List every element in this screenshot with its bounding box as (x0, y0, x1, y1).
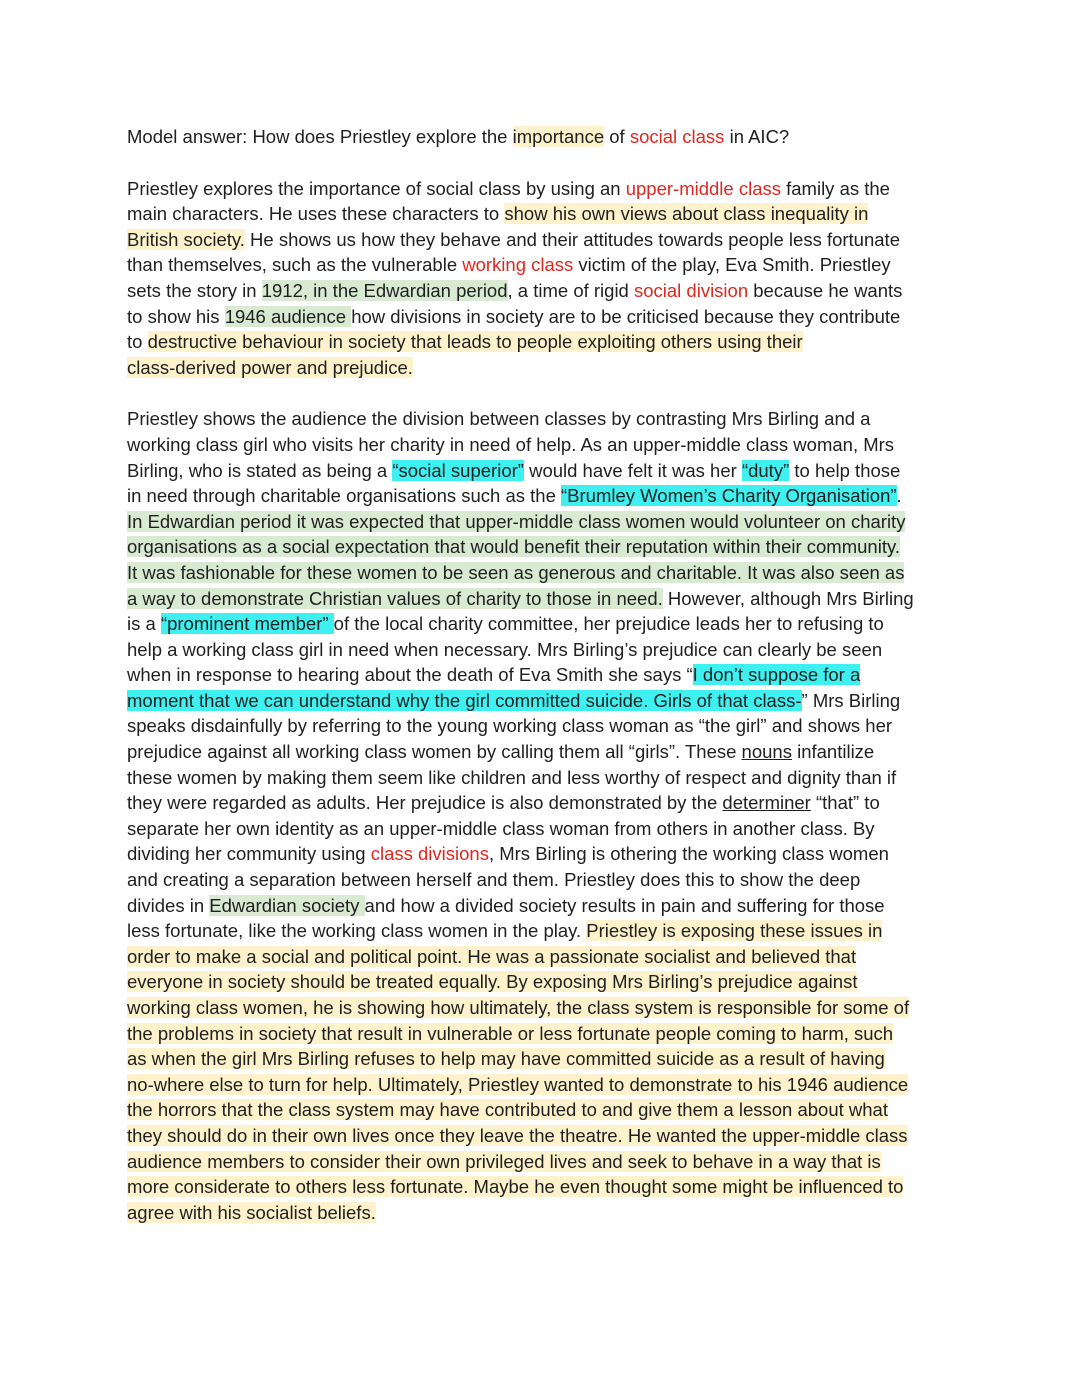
text-line (127, 560, 957, 586)
highlight-yellow: destructive behaviour in society that leads to people exploiting others using their (147, 331, 803, 353)
text-run: speaks disdainfully by referring to the young working class woman as “the girl” and shows her (127, 715, 893, 737)
text-run: Birling, who is stated as being a (127, 459, 393, 481)
highlight-green: It was fashionable for these women to be seen as generous and charitable. It was also seen as (127, 561, 905, 583)
text-line (127, 662, 957, 688)
highlight-green: 1912, in the Edwardian period (261, 279, 508, 301)
key-term-red: upper-middle class (625, 177, 781, 199)
text-run: separate her own identity as an upper-middle class woman from others in another class. By (127, 817, 875, 839)
highlight-yellow: audience members to consider their own privileged lives and seek to behave in a way that is (127, 1150, 881, 1172)
highlight-cyan: “Brumley Women’s Charity Organisation” (561, 485, 897, 507)
text-line (127, 355, 957, 381)
text-line (127, 176, 957, 202)
text-line (127, 816, 957, 842)
text-line (127, 278, 957, 304)
document-body (127, 176, 957, 1226)
text-line (127, 432, 957, 458)
highlight-yellow: class-derived power and prejudice. (127, 356, 413, 378)
text-run: He shows us how they behave and their attitudes towards people less fortunate (244, 228, 900, 250)
text-run: when in response to hearing about the death of Eva Smith she says “ (127, 664, 693, 686)
text-line (127, 841, 957, 867)
text-run: is a (127, 613, 161, 635)
text-run: less fortunate, like the working class women in the play. (127, 920, 587, 942)
highlight-green: Edwardian society (209, 894, 365, 916)
page-title (127, 124, 957, 150)
text-run: of (604, 126, 630, 147)
highlight-cyan: “prominent member” (160, 613, 334, 635)
text-line (127, 1021, 957, 1047)
text-line (127, 790, 957, 816)
highlight-yellow: everyone in society should be treated equally. By exposing Mrs Birling’s prejudice against (127, 971, 858, 993)
text-line (127, 944, 957, 970)
highlight-cyan: “social superior” (392, 459, 524, 481)
text-line (127, 1149, 957, 1175)
text-run: in need through charitable organisations such as the (127, 485, 562, 507)
text-line (127, 688, 957, 714)
text-line (127, 1123, 957, 1149)
text-run: to (127, 331, 148, 353)
key-term-red: working class (462, 254, 574, 276)
highlight-yellow: order to make a social and political point. He was a passionate socialist and believed that (127, 945, 857, 967)
text-line (127, 893, 957, 919)
key-term-red: class divisions (370, 843, 489, 865)
text-run: to help those (789, 459, 901, 481)
text-line (127, 483, 957, 509)
document-page (127, 124, 957, 1251)
highlight-green: 1946 audience (224, 305, 352, 327)
text-run: would have felt it was her (523, 459, 742, 481)
text-run: victim of the play, Eva Smith. Priestley (573, 254, 891, 276)
text-run: ” Mrs Birling (801, 689, 901, 711)
key-term-red: social division (633, 279, 749, 301)
text-run: to show his (127, 305, 225, 327)
text-run: “that” to (810, 792, 880, 814)
highlight-yellow: the problems in society that result in vulnerable or less fortunate people coming to harm, such (127, 1022, 894, 1044)
highlight-green: a way to demonstrate Christian values of charity to those in need. (127, 587, 663, 609)
text-run: prejudice against all working class women by calling them all “girls”. These (127, 741, 742, 763)
paragraph (127, 406, 957, 1225)
text-line (127, 534, 957, 560)
text-line (127, 406, 957, 432)
text-run: main characters. He uses these characters to (127, 203, 505, 225)
text-line (127, 458, 957, 484)
text-run: , Mrs Birling is othering the working class women (488, 843, 889, 865)
text-line (127, 918, 957, 944)
highlight-yellow: the horrors that the class system may have contributed to and give them a lesson about what (127, 1099, 888, 1121)
highlight-yellow: no-where else to turn for help. Ultimately, Priestley wanted to demonstrate to his 1946 audience (127, 1073, 909, 1095)
text-run: and how a divided society results in pain and suffering for those (364, 894, 885, 916)
text-line (127, 1200, 957, 1226)
highlight-cyan: “duty” (741, 459, 790, 481)
text-run: divides in (127, 894, 210, 916)
text-run: they were regarded as adults. Her prejudice is also demonstrated by the (127, 792, 723, 814)
highlight-yellow: Priestley is exposing these issues in (586, 920, 883, 942)
text-run: infantilize (791, 741, 875, 763)
text-line (127, 252, 957, 278)
text-run: than themselves, such as the vulnerable (127, 254, 463, 276)
text-line (127, 227, 957, 253)
highlight-cyan: moment that we can understand why the girl committed suicide. Girls of that class- (127, 689, 802, 711)
underlined-term: determiner (722, 792, 811, 814)
text-run: family as the (780, 177, 890, 199)
text-run: Priestley shows the audience the division between classes by contrasting Mrs Birling and a (127, 408, 871, 430)
text-run: in AIC? (724, 126, 790, 147)
text-line (127, 509, 957, 535)
text-line (127, 637, 957, 663)
text-line (127, 201, 957, 227)
text-line (127, 739, 957, 765)
text-line (127, 867, 957, 893)
text-line (127, 1174, 957, 1200)
highlight-yellow: agree with his socialist beliefs. (127, 1201, 376, 1223)
text-line (127, 969, 957, 995)
text-run: these women by making them seem like children and less worthy of respect and dignity than if (127, 766, 897, 788)
text-run: and creating a separation between herself and them. Priestley does this to show the deep (127, 869, 861, 891)
highlight-green: organisations as a social expectation that would benefit their reputation within their community. (127, 536, 900, 558)
text-line (127, 1072, 957, 1098)
highlight-green: In Edwardian period it was expected that upper-middle class women would volunteer on charity (127, 510, 906, 532)
text-line (127, 611, 957, 637)
text-run: However, although Mrs Birling (662, 587, 914, 609)
highlight-cyan: I don’t suppose for a (692, 664, 861, 686)
text-line (127, 586, 957, 612)
highlight-yellow: working class women, he is showing how ultimately, the class system is responsible for some of (127, 997, 910, 1018)
key-term-red: social class (629, 126, 725, 147)
text-run: because he wants (748, 279, 903, 301)
text-run: Model answer: How does Priestley explore the (127, 126, 513, 147)
text-line (127, 304, 957, 330)
text-line (127, 1097, 957, 1123)
text-line (127, 713, 957, 739)
highlight-yellow: as when the girl Mrs Birling refuses to help may have committed suicide as a result of having (127, 1048, 885, 1070)
text-run: Priestley explores the importance of social class by using an (127, 177, 626, 199)
highlight-yellow: importance (512, 126, 605, 147)
highlight-yellow: British society. (127, 228, 245, 250)
text-line (127, 995, 957, 1021)
highlight-yellow: show his own views about class inequality in (504, 203, 869, 225)
text-line (127, 765, 957, 791)
text-run: of the local charity committee, her prejudice leads her to refusing to (333, 613, 884, 635)
text-run: dividing her community using (127, 843, 371, 865)
text-run: , a time of rigid (507, 279, 634, 301)
text-run: sets the story in (127, 279, 262, 301)
underlined-term: nouns (741, 741, 792, 763)
text-run: how divisions in society are to be criticised because they contribute (351, 305, 901, 327)
text-line (127, 1046, 957, 1072)
text-line (127, 329, 957, 355)
text-run: help a working class girl in need when necessary. Mrs Birling’s prejudice can clearly be seen (127, 638, 883, 660)
paragraph (127, 176, 957, 381)
highlight-yellow: they should do in their own lives once they leave the theatre. He wanted the upper-middle class (127, 1124, 908, 1146)
highlight-yellow: more considerate to others less fortunate. Maybe he even thought some might be influenced to (127, 1176, 904, 1198)
text-run: working class girl who visits her charity in need of help. As an upper-middle class woman, Mrs (127, 433, 895, 455)
text-run: . (896, 485, 902, 507)
